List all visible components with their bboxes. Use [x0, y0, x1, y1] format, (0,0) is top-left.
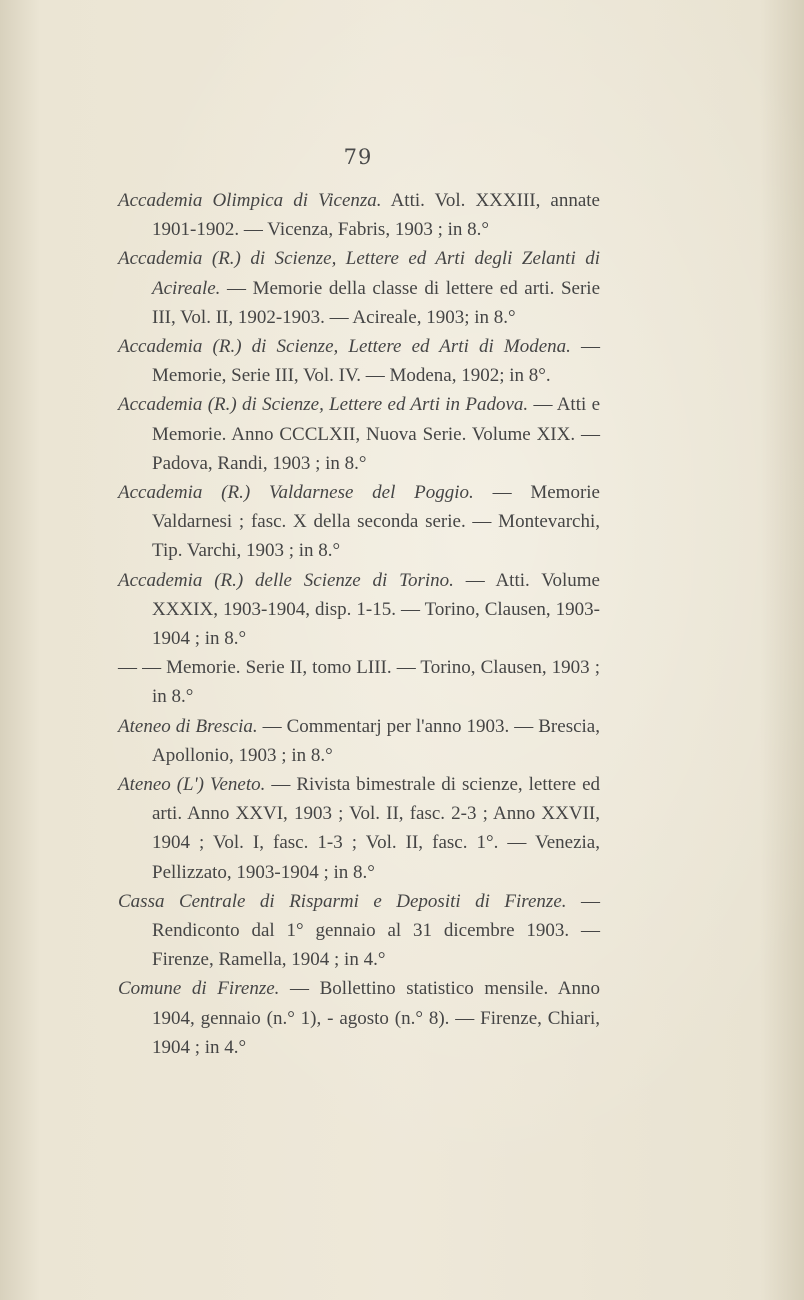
bibliography-entry — [118, 712, 600, 770]
bibliography-entry — [118, 653, 600, 711]
bibliography-entry — [118, 566, 600, 654]
bibliography-entry — [118, 887, 600, 975]
bibliography-entry — [118, 478, 600, 566]
entry-publisher: Accademia (R.) di Scienze, Lettere ed Arti degli Zelanti di Acireale. — [118, 248, 600, 299]
entry-details: — Memorie della classe di lettere ed arti. Serie III, Vol. II, 1902-1903. — Acireale, 1903; in 8.° — [152, 277, 600, 328]
entry-details: — — Memorie. Serie II, tomo LIII. — Torino, Clausen, 1903 ; in 8.° — [118, 657, 600, 708]
bibliography-entry — [118, 390, 600, 478]
bibliography-entry — [118, 186, 600, 244]
bibliography-entry — [118, 244, 600, 332]
entry-details: — Memorie, Serie III, Vol. IV. — Modena, 1902; in 8°. — [152, 336, 601, 387]
entry-publisher: Accademia (R.) di Scienze, Lettere ed Arti in Padova. — [118, 394, 529, 416]
entry-details: — Commentarj per l'anno 1903. — Brescia, Apollonio, 1903 ; in 8.° — [152, 715, 600, 766]
bibliography-entry — [118, 770, 600, 887]
entry-details: — Memorie Valdarnesi ; fasc. X della seconda serie. — Montevarchi, Tip. Varchi, 1903 ; in 8.° — [152, 482, 600, 562]
bibliography-list — [118, 186, 600, 1062]
entry-publisher: Ateneo di Brescia. — [118, 715, 258, 737]
entry-details: — Rivista bimestrale di scienze, lettere ed arti. Anno XXVI, 1903 ; Vol. II, fasc. 2-3 ; Anno XXVII, 1904 ; Vol. I, fasc. 1-3 ; Vol. II, fasc. 1°. — Venezia, Pellizzato, 1903-1904 ; in 8.° — [152, 774, 600, 883]
bibliography-entry — [118, 332, 600, 390]
entry-publisher: Comune di Firenze. — [118, 978, 280, 1000]
entry-details: — Atti e Memorie. Anno CCCLXII, Nuova Serie. Volume XIX. — Padova, Randi, 1903 ; in 8.° — [152, 394, 600, 474]
entry-publisher: Accademia (R.) di Scienze, Lettere ed Arti di Modena. — [118, 336, 571, 358]
entry-details: — Atti. Volume XXXIX, 1903-1904, disp. 1-15. — Torino, Clausen, 1903-1904 ; in 8.° — [152, 569, 600, 650]
entry-publisher: Ateneo (L') Veneto. — [118, 774, 266, 796]
entry-publisher: Accademia (R.) delle Scienze di Torino. — [118, 569, 454, 591]
page-number: 79 — [343, 145, 373, 169]
entry-publisher: Cassa Centrale di Risparmi e Depositi di Firenze. — [118, 890, 567, 912]
entry-details: Atti. Vol. XXXIII, annate 1901-1902. — Vicenza, Fabris, 1903 ; in 8.° — [152, 190, 600, 241]
entry-details: — Bollettino statistico mensile. Anno 1904, gennaio (n.° 1), - agosto (n.° 8). — Firenze, Chiari, 1904 ; in 4.° — [152, 978, 600, 1058]
bibliography-entry — [118, 974, 600, 1062]
entry-publisher: Accademia (R.) Valdarnese del Poggio. — [118, 482, 474, 504]
entry-details: — Rendiconto dal 1° gennaio al 31 dicembre 1903. — Firenze, Ramella, 1904 ; in 4.° — [152, 890, 601, 971]
entry-publisher: Accademia Olimpica di Vicenza. — [118, 190, 382, 211]
